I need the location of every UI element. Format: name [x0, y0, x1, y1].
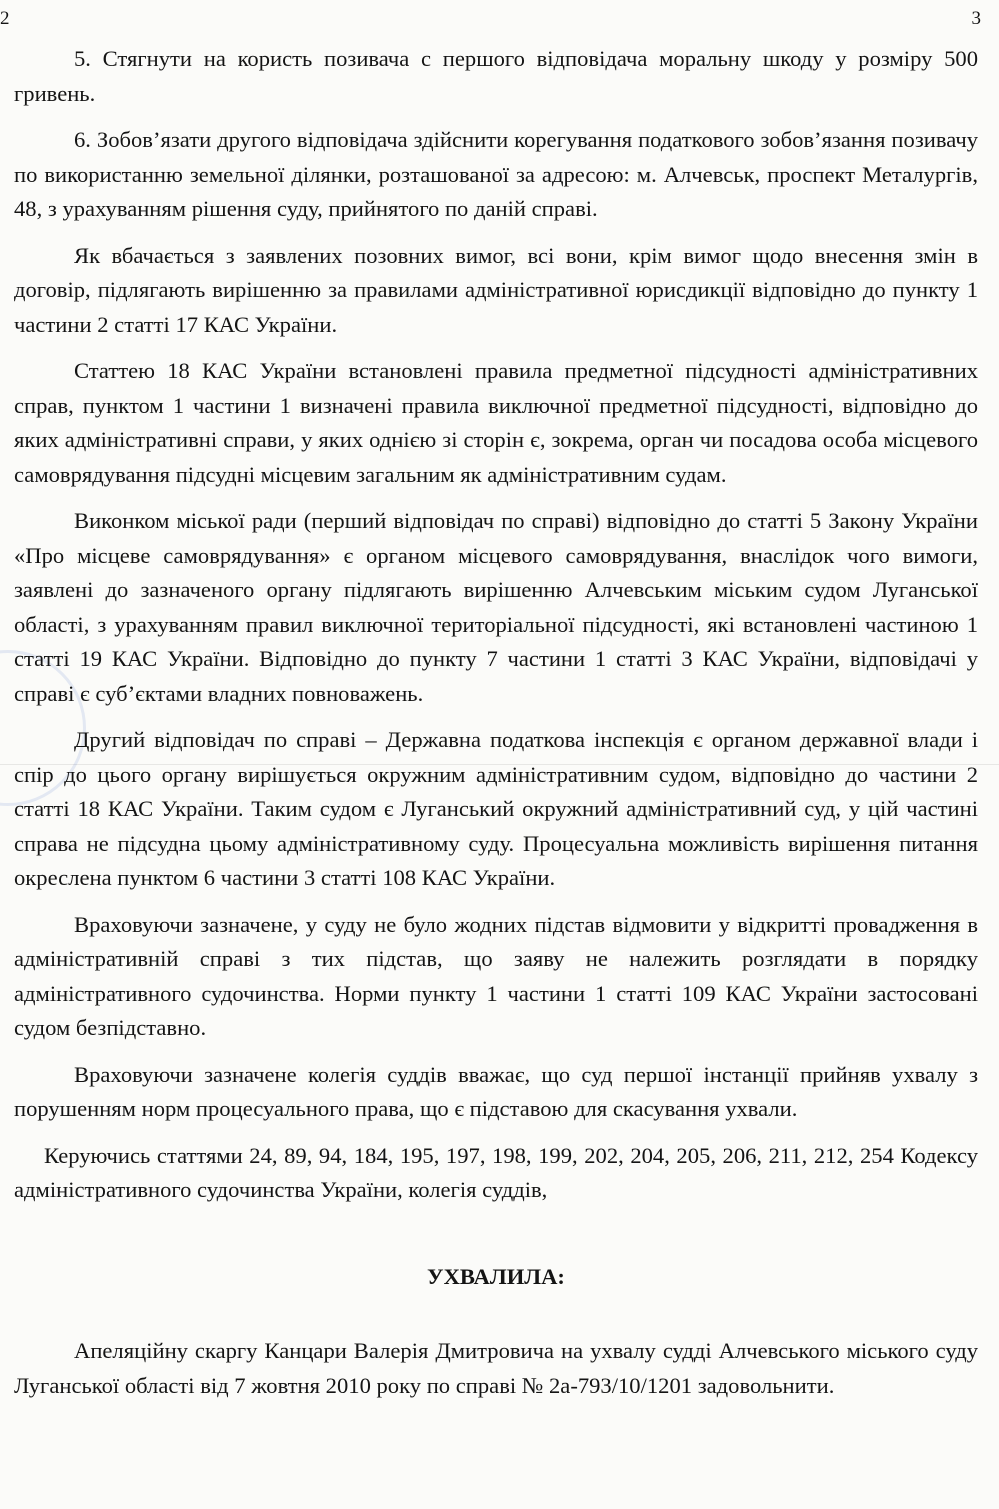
paragraph-second-defendant: Другий відповідач по справі – Державна податкова інспекція є органом державної влади і спір до цього органу вирішується окружним адміністративним судом, відповідно до частини 2 статті 18 КАС України. Таким судом є Луганський окружний адміністративний суд, у цій частині справа не підсудна цьому адміністративному суду. Процесуальна можливість вирішення питання окреслена пунктом 6 частини 3 статті 108 КАС України.	[14, 727, 978, 890]
paragraph-no-grounds: Враховуючи зазначене, у суду не було жодних підстав відмовити у відкритті провадження в адміністративній справі з тих підстав, що заяву не належить розглядати в порядку адміністративного судочинства. Норми пункту 1 частини 1 статті 109 КАС України застосовані судом безпідставно.	[14, 911, 978, 1040]
document-body	[14, 42, 978, 1415]
paragraph-panel-opinion: Враховуючи зазначене колегія суддів вважає, що суд першої інстанції прийняв ухвалу з порушенням норм процесуального права, що є підставою для скасування ухвали.	[14, 1061, 978, 1121]
ruling-heading: УХВАЛИЛА:	[427, 1263, 565, 1289]
paragraph-guided-by: Керуючись статтями 24, 89, 94, 184, 195, 197, 198, 199, 202, 204, 205, 206, 211, 212, 254 Кодексу адміністративного судочинства України, колегія суддів,	[14, 1142, 978, 1202]
paragraph-first-defendant: Виконком міської ради (перший відповідач по справі) відповідно до статті 5 Закону України «Про місцеве самоврядування» є органом місцевого самоврядування, внаслідок чого вимоги, заявлені до зазначеного органу підлягають вирішенню Алчевським міським судом Луганської області, з урахуванням правил виключної територіальної підсудності, які встановлені частиною 1 статті 19 КАС України. Відповідно до пункту 7 частини 1 статті 3 КАС України, відповідачі у справі є суб’єктами владних повноважень.	[14, 508, 978, 706]
page-number-right: 3	[971, 8, 981, 29]
page-number-left: 2	[0, 8, 10, 29]
paragraph-claim-6: 6. Зобов’язати другого відповідача здійснити корегування податкового зобов’язання позивачу по використанню земельної ділянки, розташованої за адресою: м. Алчевськ, проспект Металургів, 48, з урахуванням рішення суду, прийнятого по даній справі.	[14, 127, 978, 221]
paragraph-resolution: Апеляційну скаргу Канцари Валерія Дмитровича на ухвалу судді Алчевського міського суду Луганської області від 7 жовтня 2010 року по справі № 2а-793/10/1201 задовольнити.	[14, 1338, 978, 1398]
paragraph-article-18: Статтею 18 КАС України встановлені правила предметної підсудності адміністративних справ, пунктом 1 частини 1 визначені правила виключної предметної підсудності, відповідно до яких адміністративні справи, у яких однією зі сторін є, зокрема, орган чи посадова особа місцевого самоврядування підсудні місцевим загальним як адміністративним судам.	[14, 358, 978, 487]
paragraph-claim-5: 5. Стягнути на користь позивача с першого відповідача моральну шкоду у розміру 500 гривень.	[14, 46, 978, 106]
paragraph-jurisdiction: Як вбачається з заявлених позовних вимог, всі вони, крім вимог щодо внесення змін в договір, підлягають вирішенню за правилами адміністративної юрисдикції відповідно до пункту 1 частини 2 статті 17 КАС України.	[14, 242, 978, 337]
